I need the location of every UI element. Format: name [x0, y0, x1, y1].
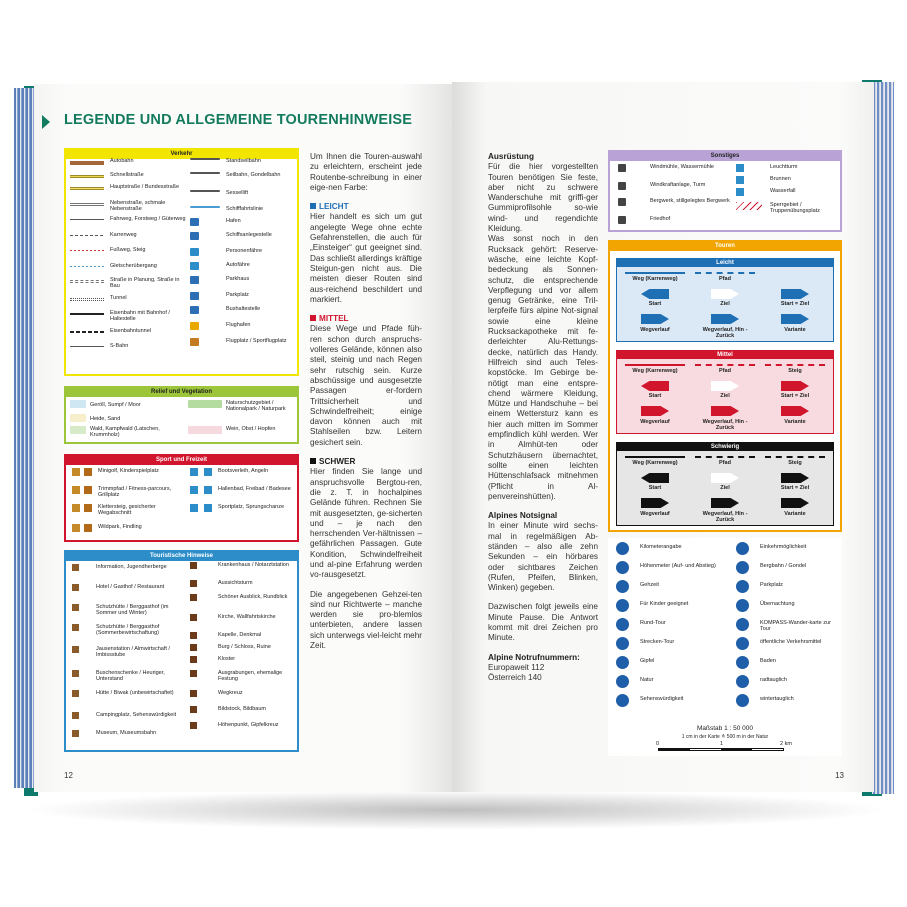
icon-right-8: wintertauglich — [760, 696, 794, 702]
icon-right-symbol-1 — [736, 561, 749, 574]
touristisch-left-3: Schutzhütte / Berggasthof (Sommerbewirtschaftung) — [96, 624, 160, 636]
icon-right-6: Baden — [760, 658, 776, 664]
touristisch-right-4: Kapelle, Denkmal — [218, 632, 262, 638]
verkehr-right-symbol-10 — [190, 306, 199, 314]
scale-tick-2: 2 km — [780, 741, 792, 747]
tour-level-name-0: Leicht — [617, 259, 833, 267]
tour-label-2-5: Start = Ziel — [780, 485, 810, 491]
verkehr-right-7: Autofähre — [226, 262, 250, 268]
tour-level-name-2: Schwierig — [617, 443, 833, 451]
icon-right-0: Einkehrmöglichkeit — [760, 544, 807, 550]
icon-left-1: Höhenmeter (Auf- und Abstieg) — [640, 563, 716, 569]
mittel-marker — [310, 315, 316, 321]
tour-arrow2-0-2 — [781, 314, 809, 324]
tour-label-1-8: Variante — [784, 419, 806, 425]
legend-sonstiges — [608, 150, 842, 232]
schwer-heading: SCHWER — [319, 457, 356, 467]
relief-left-0: Geröll, Sumpf / Moor — [90, 402, 141, 408]
touristisch-right-3: Kirche, Wallfahrtskirche — [218, 614, 276, 620]
verkehr-left-3: Nebenstraße, schmale Nebenstraße — [110, 200, 166, 212]
tour-arrow2-2-1 — [711, 498, 739, 508]
tour-line-0-0 — [625, 271, 685, 274]
verkehr-right-symbol-2 — [190, 190, 220, 192]
icon-right-7: radtauglich — [760, 677, 787, 683]
touristisch-left-5: Buschenschenke / Heuriger, Unterstand — [96, 670, 165, 682]
tour-arrow2-1-0 — [641, 406, 669, 416]
title-arrow-icon — [42, 115, 50, 129]
tour-line-2-1 — [695, 455, 755, 458]
sonst-right-icon-3 — [736, 202, 762, 210]
tour-level-2 — [616, 442, 834, 526]
verkehr-symbol-6 — [70, 250, 104, 251]
touristisch-left-7: Campingplatz, Sehenswürdigkeit — [96, 712, 177, 718]
icon-right-4: KOMPASS-Wander-karte zur Tour — [760, 620, 831, 632]
sport-right-icon-a-2 — [190, 504, 198, 512]
touristisch-header: Touristische Hinweise — [66, 552, 297, 561]
icon-left-symbol-5 — [616, 637, 629, 650]
legend-relief — [64, 386, 299, 444]
sonst-right-icon-2 — [736, 188, 744, 196]
sport-icon-b-1 — [84, 486, 92, 494]
verkehr-right-2: Sessellift — [226, 190, 249, 196]
sonst-left-2: Bergwerk, stillgelegtes Bergwerk — [650, 198, 730, 204]
verkehr-right-symbol-3 — [190, 206, 220, 208]
tour-label-2-7: Wegverlauf, Hin - Zurück — [702, 511, 748, 523]
icon-left-symbol-1 — [616, 561, 629, 574]
sport-left-3: Wildpark, Findling — [98, 524, 142, 530]
icon-right-2: Parkplatz — [760, 582, 783, 588]
touristisch-right-2: Schöner Ausblick, Rundblick — [218, 594, 288, 600]
naturschutz-swatch — [188, 400, 222, 408]
touristisch-left-4: Jausenstation / Almwirtschaft / Imbissstube — [96, 646, 170, 658]
verkehr-symbol-1 — [70, 175, 104, 178]
notruf-eu: Europaweit 112 — [488, 662, 545, 672]
verkehr-right-symbol-12 — [190, 338, 199, 346]
touristisch-right-0: Krankenhaus / Notarztstation — [218, 562, 289, 568]
icon-right-symbol-2 — [736, 580, 749, 593]
book-shadow — [20, 790, 890, 830]
touristisch-left-8: Museum, Museumsbahn — [96, 730, 157, 736]
tour-label-2-4: Ziel — [720, 485, 730, 491]
verkehr-left-12: S-Bahn — [110, 343, 129, 349]
relief-header: Relief und Vegetation — [66, 388, 297, 397]
tour-arrow-0-2 — [781, 289, 809, 299]
icon-left-0: Kilometerangabe — [640, 544, 682, 550]
tour-arrow-1-1 — [711, 381, 739, 391]
sport-right-icon-b-0 — [204, 468, 212, 476]
touristisch-right-icon-5 — [190, 644, 197, 651]
verkehr-left-9: Tunnel — [110, 295, 127, 301]
page-edges-right — [872, 82, 894, 794]
page-title: LEGENDE UND ALLGEMEINE TOURENHINWEISE — [64, 112, 413, 128]
mittel-text: Diese Wege und Pfade füh-ren schon durch anspruchs-volleres Gelände, können also steil, steinig und nach Regen sehr rutschig sein. Kurze abschüssige und ausgesetzte Passagen er-fordern Trittsicherheit und Schwindelfreiheit; einige davon können auch mit Stahlseilen bzw. Leitern gesichert sein. — [310, 324, 422, 447]
ausruestung-heading: Ausrüstung — [488, 152, 534, 161]
sonst-right-icon-0 — [736, 164, 744, 172]
verkehr-right-0: Standseilbahn — [226, 158, 261, 164]
icon-left-4: Rund-Tour — [640, 620, 666, 626]
verkehr-right-symbol-7 — [190, 262, 199, 270]
gehzeiten-text: Die angegebenen Gehzei-ten sind nur Richtwerte – manche werden sie pro-blemlos unterbieten, andere lassen sich unterwegs viel-leicht mehr Zeit. — [310, 589, 422, 651]
tour-label-2-1: Pfad — [719, 460, 731, 466]
touristisch-right-5: Burg / Schloss, Ruine — [218, 644, 271, 650]
tour-label-0-7: Variante — [784, 327, 806, 333]
icon-right-symbol-6 — [736, 656, 749, 669]
tour-arrow-0-1 — [711, 289, 739, 299]
heide-swatch — [70, 414, 86, 422]
verkehr-right-symbol-1 — [190, 172, 220, 174]
intro-text: Um Ihnen die Touren-auswahl zu erleichtern, erscheint jede Routenbe-schreibung in einer eige-nen Farbe: — [310, 152, 422, 192]
legend-icons — [608, 538, 842, 756]
verkehr-symbol-3 — [70, 203, 104, 206]
tour-label-0-1: Pfad — [719, 276, 731, 282]
verkehr-left-4: Fahrweg, Forstweg / Güterweg — [110, 216, 186, 222]
tour-line-1-2 — [765, 363, 825, 366]
touristisch-right-icon-10 — [190, 722, 197, 729]
verkehr-symbol-0 — [70, 161, 104, 165]
tour-arrow-2-1 — [711, 473, 739, 483]
tour-arrow2-2-2 — [781, 498, 809, 508]
legend-sport — [64, 454, 299, 542]
verkehr-right-9: Parkplatz — [226, 292, 249, 298]
verkehr-right-8: Parkhaus — [226, 276, 250, 282]
sport-left-0: Minigolf, Kinderspielplatz — [98, 468, 159, 474]
sport-header: Sport und Freizeit — [66, 456, 297, 465]
icon-left-3: Für Kinder geeignet — [640, 601, 689, 607]
touristisch-right-icon-9 — [190, 706, 197, 713]
icon-right-symbol-0 — [736, 542, 749, 555]
sport-icon-b-0 — [84, 468, 92, 476]
touristisch-right-10: Höhenpunkt, Gipfelkreuz — [218, 722, 279, 728]
sport-right-2: Sportplatz, Sprungschanze — [218, 504, 285, 510]
tour-arrow-1-2 — [781, 381, 809, 391]
tour-label-1-7: Wegverlauf, Hin - Zurück — [702, 419, 748, 431]
scale-title: Maßstab 1 : 50 000 — [696, 725, 753, 732]
verkehr-right-symbol-0 — [190, 158, 220, 160]
touristisch-left-1: Hotel / Gasthof / Restaurant — [96, 584, 165, 590]
sport-left-1: Trimmpfad / Fitness-parcours, Grillplatz — [98, 486, 172, 498]
leicht-marker — [310, 203, 316, 209]
tour-label-0-2: Start — [648, 301, 662, 307]
touristisch-right-icon-0 — [190, 562, 197, 569]
icon-left-symbol-4 — [616, 618, 629, 631]
tour-label-1-3: Start — [648, 393, 662, 399]
tour-arrow-0-0 — [641, 289, 669, 299]
rucksack-text: Was sonst noch in den Rucksack gehört: Reserve-wäsche, eine leichte Kopf-bedeckung als Sonnen-schutz, die entsprechende Verpflegung und vor allem genug Getränke, eine Tril-lerpfeife fürs alpine Not-signal sowie eine kleine Rucksackapotheke mit fe-derleichter Alu-Rettungs-decke, natürlich das Handy. Hilfreich sind auch Teles-kopstöcke. Im Gebirge be-nötigt man eine entspre-chend wärmere Kleidung, Mütze und Handschuhe – bei einem Wettersturz kann es hier auch mitten im Sommer empfindlich kühl werden. Wer in Almhüt-ten oder Schutzhäusern übernachtet, sollte einen leichten Hüttenschlafsack mitnehmen (Pflicht in Al-penvereinshütten). — [488, 234, 598, 501]
tour-level-1 — [616, 350, 834, 434]
verkehr-left-11: Eisenbahntunnel — [110, 328, 151, 334]
verkehr-right-11: Flughafen — [226, 322, 251, 328]
verkehr-symbol-4 — [70, 219, 104, 220]
sport-right-icon-b-2 — [204, 504, 212, 512]
verkehr-symbol-12 — [70, 346, 104, 347]
leicht-text: Hier handelt es sich um gut angelegte Wege ohne echte Gefahrenstellen, die auch für „Einsteiger“ gut geeignet sind. Das schließt allerdings kräftige Steigun-gen nicht aus. Die meisten dieser Routen sind aus-reichend beschildert und markiert. — [310, 212, 422, 304]
verkehr-right-1: Seilbahn, Gondelbahn — [226, 172, 281, 178]
verkehr-right-symbol-4 — [190, 218, 199, 226]
tour-line-0-1 — [695, 271, 755, 274]
relief-left-2: Wald, Kampfwald (Latschen, Krummholz) — [90, 426, 160, 438]
leicht-heading: LEICHT — [319, 202, 349, 212]
sonst-icon-0 — [618, 164, 626, 172]
icon-right-1: Bergbahn / Gondel — [760, 563, 807, 569]
sonst-right-icon-1 — [736, 176, 744, 184]
sonstiges-header: Sonstiges — [610, 152, 840, 161]
icon-left-symbol-2 — [616, 580, 629, 593]
tour-label-0-5: Wegverlauf — [640, 327, 670, 333]
sport-left-2: Klettersteig, gesicherter Wegabschnitt — [98, 504, 156, 516]
touristisch-right-icon-2 — [190, 594, 197, 601]
verkehr-right-symbol-9 — [190, 292, 199, 300]
schwer-marker — [310, 458, 316, 464]
icon-left-6: Gipfel — [640, 658, 655, 664]
scale-tick-0: 0 — [656, 741, 660, 747]
tour-label-2-3: Start — [648, 485, 662, 491]
verkehr-right-4: Hafen — [226, 218, 241, 224]
verkehr-right-10: Bushaltestelle — [226, 306, 261, 312]
sonst-right-3: Sperrgebiet / Truppenübungsplatz — [770, 202, 820, 214]
scale-bar — [658, 748, 784, 751]
sport-icon-b-3 — [84, 524, 92, 532]
sport-icon-a-0 — [72, 468, 80, 476]
mittel-heading: MITTEL — [319, 314, 349, 324]
scale-tick-1: 1 — [720, 741, 724, 747]
verkehr-right-3: Schifffahrtslinie — [226, 206, 264, 212]
icon-left-2: Gehzeit — [640, 582, 659, 588]
tour-text-column — [310, 152, 422, 660]
icon-left-symbol-3 — [616, 599, 629, 612]
touristisch-icon-7 — [72, 712, 79, 719]
tour-level-name-1: Mittel — [617, 351, 833, 359]
verkehr-symbol-10 — [70, 313, 104, 315]
verkehr-symbol-9 — [70, 298, 104, 301]
sport-icon-a-1 — [72, 486, 80, 494]
touristisch-icon-5 — [72, 670, 79, 677]
tour-label-1-4: Ziel — [720, 393, 730, 399]
wald-swatch — [70, 426, 86, 434]
icon-left-5: Strecken-Tour — [640, 639, 675, 645]
touristisch-right-icon-1 — [190, 580, 197, 587]
icon-right-symbol-3 — [736, 599, 749, 612]
sport-icon-a-3 — [72, 524, 80, 532]
tour-label-0-3: Ziel — [720, 301, 730, 307]
icon-left-7: Natur — [640, 677, 654, 683]
tour-line-1-0 — [625, 363, 685, 366]
verkehr-symbol-8 — [70, 280, 104, 283]
touren-header: Touren — [610, 242, 840, 251]
scale-subtitle: 1 cm in der Karte ≙ 500 m in der Natur — [681, 734, 769, 740]
icon-right-symbol-7 — [736, 675, 749, 688]
tour-label-0-0: Weg (Karrenweg) — [632, 276, 678, 282]
tour-line-2-2 — [765, 455, 825, 458]
verkehr-right-6: Personenfähre — [226, 248, 263, 254]
touristisch-right-icon-4 — [190, 632, 197, 639]
sonst-right-1: Brunnen — [770, 176, 791, 182]
touristisch-right-icon-8 — [190, 690, 197, 697]
verkehr-left-6: Fußweg, Steig — [110, 247, 146, 253]
verkehr-symbol-7 — [70, 266, 104, 267]
verkehr-right-symbol-8 — [190, 276, 199, 284]
icon-left-8: Sehenswürdigkeit — [640, 696, 684, 702]
page-number-left: 12 — [64, 771, 73, 780]
legend-touren — [608, 240, 842, 532]
touristisch-icon-1 — [72, 584, 79, 591]
touristisch-icon-6 — [72, 690, 79, 697]
touristisch-right-6: Kloster — [218, 656, 236, 662]
verkehr-right-symbol-11 — [190, 322, 199, 330]
icon-right-symbol-5 — [736, 637, 749, 650]
notruf-at: Österreich 140 — [488, 673, 542, 683]
tour-arrow2-2-0 — [641, 498, 669, 508]
tour-arrow2-1-1 — [711, 406, 739, 416]
touristisch-left-2: Schutzhütte / Berggasthof (im Sommer und Winter) — [96, 604, 169, 616]
verkehr-symbol-2 — [70, 187, 104, 190]
tour-label-1-6: Wegverlauf — [640, 419, 670, 425]
schwer-text: Hier finden Sie lange und anspruchsvolle Bergtou-ren, die z. T. in hochalpines Gelände führen. Rechnen Sie mit ausgesetzten, ge-sicherten und – je nach den herrschenden Ver-hältnissen – gefährlichen Passagen. Gute Kondition, Schwindelfreiheit und al-pine Erfahrung werden vo-rausgesetzt. — [310, 467, 422, 580]
sonst-right-2: Wasserfall — [770, 188, 796, 194]
sonst-left-3: Friedhof — [650, 216, 671, 222]
tour-line-2-0 — [625, 455, 685, 458]
page-edges-left — [14, 88, 36, 788]
verkehr-header: Verkehr — [66, 150, 297, 159]
tour-label-2-0: Weg (Karrenweg) — [632, 460, 678, 466]
sport-right-1: Hallenbad, Freibad / Badesee — [218, 486, 291, 492]
touristisch-icon-2 — [72, 604, 79, 611]
sonst-left-1: Windkraftanlage, Turm — [650, 182, 706, 188]
sport-icon-b-2 — [84, 504, 92, 512]
touristisch-left-0: Information, Jugendherberge — [96, 564, 167, 570]
touristisch-right-icon-3 — [190, 614, 197, 621]
sonst-left-0: Windmühle, Wassermühle — [650, 164, 714, 170]
touristisch-right-7: Ausgrabungen, ehemalige Festung — [218, 670, 283, 682]
verkehr-left-0: Autobahn — [110, 158, 134, 164]
tour-label-0-4: Start = Ziel — [780, 301, 810, 307]
tour-arrow-1-0 — [641, 381, 669, 391]
touristisch-icon-3 — [72, 624, 79, 631]
verkehr-symbol-5 — [70, 235, 104, 236]
icon-right-symbol-4 — [736, 618, 749, 631]
touristisch-icon-8 — [72, 730, 79, 737]
sonst-icon-1 — [618, 182, 626, 190]
touristisch-left-6: Hütte / Biwak (unbewirtschaftet) — [96, 690, 174, 696]
touristisch-right-icon-7 — [190, 670, 197, 677]
notsignal-heading: Alpines Notsignal — [488, 511, 558, 521]
verkehr-right-5: Schiffsanlegestelle — [226, 232, 272, 238]
tour-arrow-2-0 — [641, 473, 669, 483]
sonst-right-0: Leuchtturm — [770, 164, 798, 170]
verkehr-right-symbol-5 — [190, 232, 199, 240]
left-page — [34, 84, 452, 792]
legend-verkehr — [64, 148, 299, 376]
icon-right-symbol-8 — [736, 694, 749, 707]
touristisch-right-9: Bildstock, Bildbaum — [218, 706, 266, 712]
relief-right-0: Naturschutzgebiet / Nationalpark / Naturpark — [226, 400, 286, 412]
verkehr-left-1: Schnellstraße — [110, 172, 144, 178]
icon-right-3: Übernachtung — [760, 601, 795, 607]
tour-label-2-8: Variante — [784, 511, 806, 517]
verkehr-left-8: Straße in Planung, Straße in Bau — [110, 277, 180, 289]
tour-label-1-2: Steig — [788, 368, 802, 374]
tour-label-2-6: Wegverlauf — [640, 511, 670, 517]
tour-level-0 — [616, 258, 834, 342]
right-page — [452, 82, 874, 792]
wein-swatch — [188, 426, 222, 434]
page-number-right: 13 — [835, 771, 844, 780]
legend-touristisch — [64, 550, 299, 752]
sonst-icon-2 — [618, 198, 626, 206]
verkehr-left-10: Eisenbahn mit Bahnhof / Haltestelle — [110, 310, 170, 322]
tour-label-1-0: Weg (Karrenweg) — [632, 368, 678, 374]
tour-arrow2-1-2 — [781, 406, 809, 416]
info-text-column — [488, 152, 598, 684]
notsignal-text: In einer Minute wird sechs-mal in regelmäßigen Ab-ständen – also alle zehn Sekunden – ein hörbares oder sichtbares Zeichen (Rufen, Pfeifen, Blinken, Winken) gegeben. — [488, 521, 598, 593]
touristisch-right-icon-6 — [190, 656, 197, 663]
tour-arrow2-0-1 — [711, 314, 739, 324]
touristisch-icon-0 — [72, 564, 79, 571]
geroell-swatch — [70, 400, 86, 408]
tour-label-1-5: Start = Ziel — [780, 393, 810, 399]
icon-left-symbol-7 — [616, 675, 629, 688]
touristisch-right-1: Aussichtsturm — [218, 580, 253, 586]
verkehr-left-2: Hauptstraße / Bundesstraße — [110, 184, 180, 190]
icon-right-5: öffentliche Verkehrsmittel — [760, 639, 822, 645]
ausruestung-text: Für die hier vorgestellten Touren benötigen Sie feste, aber nicht zu schwere Wanderschuhe mit griffi-ger Gummiprofilsohle so-wie wind- und regendichte Kleidung. — [488, 162, 598, 234]
tour-label-2-2: Steig — [788, 460, 802, 466]
tour-arrow-2-2 — [781, 473, 809, 483]
verkehr-right-symbol-6 — [190, 248, 199, 256]
sport-right-icon-a-1 — [190, 486, 198, 494]
tour-arrow2-0-0 — [641, 314, 669, 324]
tour-label-1-1: Pfad — [719, 368, 731, 374]
icon-left-symbol-8 — [616, 694, 629, 707]
touristisch-right-8: Wegkreuz — [218, 690, 243, 696]
verkehr-right-12: Flugplatz / Sportflugplatz — [226, 338, 287, 344]
touristisch-icon-4 — [72, 646, 79, 653]
icon-left-symbol-6 — [616, 656, 629, 669]
sport-right-0: Bootsverleih, Angeln — [218, 468, 269, 474]
verkehr-symbol-11 — [70, 331, 104, 333]
sport-right-icon-a-0 — [190, 468, 198, 476]
verkehr-left-5: Karrenweg — [110, 232, 137, 238]
sport-icon-a-2 — [72, 504, 80, 512]
icon-left-symbol-0 — [616, 542, 629, 555]
sonst-icon-3 — [618, 216, 626, 224]
dazwischen-text: Dazwischen folgt jeweils eine Minute Pause. Die Antwort kommt mit drei Zeichen pro Minute. — [488, 602, 598, 643]
notruf-heading: Alpine Notrufnummern: — [488, 652, 580, 662]
tour-label-0-6: Wegverlauf, Hin - Zurück — [702, 327, 748, 339]
relief-right-1: Wein, Obst / Hopfen — [226, 426, 276, 432]
tour-line-1-1 — [695, 363, 755, 366]
relief-left-1: Heide, Sand — [90, 416, 121, 422]
sport-right-icon-b-1 — [204, 486, 212, 494]
verkehr-left-7: Gletscherübergang — [110, 263, 157, 269]
